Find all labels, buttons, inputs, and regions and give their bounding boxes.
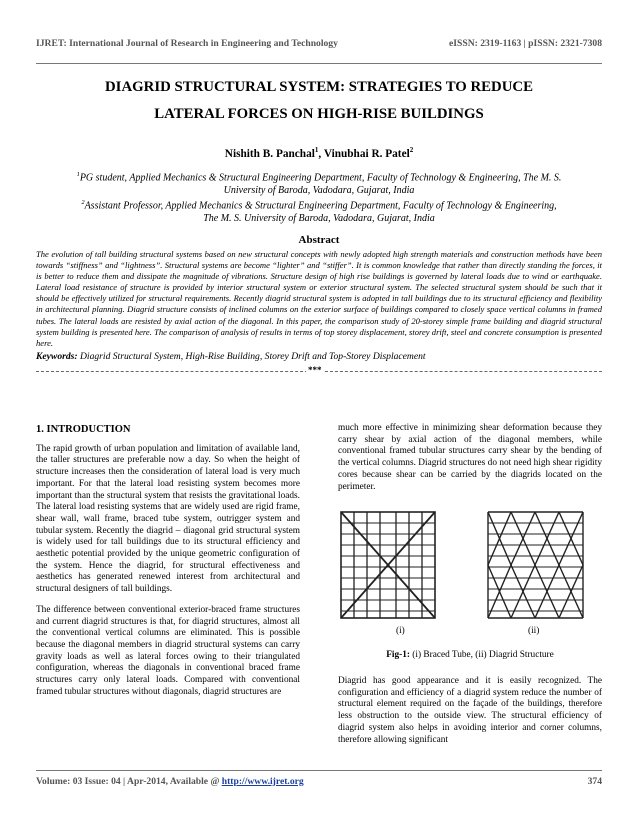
footer-rule xyxy=(36,770,602,771)
left-column xyxy=(36,424,300,707)
diagrid-diagonal xyxy=(488,512,511,618)
page-footer xyxy=(36,776,602,787)
section-separator xyxy=(36,365,602,382)
footer-volume-text: Volume: 03 Issue: 04 | Apr-2014, Available @ xyxy=(36,776,222,787)
separator-mark: *** xyxy=(308,365,322,375)
diagrid-diagonal xyxy=(511,512,535,618)
affiliation-2-mark: 2 xyxy=(81,199,85,206)
footer-volume xyxy=(36,776,304,787)
figure-1 xyxy=(338,509,602,669)
author-2-mark: 2 xyxy=(409,146,414,154)
intro-paragraph-3: much more effective in minimizing shear deformation because they carry shear by axial action of the diagonal members, while conventional framed tubular structures carry shear by the bending of the vertical columns. Diagrid structures do not need high shear rigidity cores because shear can be carried by the diagrids located on the perimeter. xyxy=(338,423,602,492)
diagrid-diagonal xyxy=(511,512,535,618)
title-line-1: DIAGRID STRUCTURAL SYSTEM: STRATEGIES TO REDUCE xyxy=(105,79,533,95)
affiliation-1-mark: 1 xyxy=(76,171,80,178)
figure-label-ii: (ii) xyxy=(528,626,540,636)
introduction-heading: 1. INTRODUCTION xyxy=(36,424,131,435)
figure-1-drawing xyxy=(338,509,602,621)
diagrid-diagonal xyxy=(559,512,583,618)
figure-caption-label: Fig-1: xyxy=(386,650,410,660)
affiliation-2-line-2: The M. S. University of Baroda, Vadodara, Gujarat, India xyxy=(203,213,435,225)
header-rule xyxy=(36,63,602,64)
right-column-lower xyxy=(338,676,602,746)
affiliation-1-line-2: University of Baroda, Vadodara, Gujarat, India xyxy=(223,185,415,197)
intro-paragraph-1: The rapid growth of urban population and limitation of available land, the taller structures are preferable now a day. So when the height of structure increases then the consideration of lateral load is very much important. For that the lateral load resisting system becomes more important than the structural system that resists the gravitational loads. The lateral load resisting systems that are widely used are rigid frame, shear wall, wall frame, braced tube system, outrigger system and tubular system. Recently the diagrid – diagonal grid structural system is widely used for tall buildings due to its structural efficiency and aesthetic potential provided by the unique geometric configuration of the system. Hence the diagrid, for structural effectiveness and aesthetics has generated renewed interest from architectural and structural designers of tall buildings. xyxy=(36,443,300,595)
abstract-text: The evolution of tall building structural systems based on new structural concepts with newly adopted high strength materials and construction methods have been towards “stiffness” and “lightness”. Structural systems are become “lighter” and “stiffer”. It is common knowledge that rather than directly standing the forces, it is better to reduce them and dissipate the magnitude of vibrations. Structure design of high rise buildings is governed by lateral loads due to wind or earthquake. Lateral load resistance of structure is provided by interior structural system or exterior structural system. The selected structural system should be such that it should be effectively utilized for structural requirements. Recently diagrid structural system is adopted in tall buildings due to its structural efficiency and flexibility in architectural planning. Diagrid structure consists of inclined columns on the exterior surface of buildings compared to closely space vertical columns in framed tubes. The lateral loads are resisted by axial action of the diagonal. In this paper, the comparison study of 20-storey simple frame building and diagrid structural system building is presented here. The comparison of analysis of results in terms of top storey displacement, storey drift, steel and concrete consumption is presented here. xyxy=(36,249,602,348)
figure-caption xyxy=(338,650,602,660)
diagrid-diagonal xyxy=(535,512,559,618)
intro-paragraph-4: Diagrid has good appearance and it is easily recognized. The configuration and efficiency of a diagrid system reduce the number of structural element required on the façade of the buildings, therefore less obstruction to the outside view. The structural efficiency of diagrid system also helps in avoiding interior and corner columns, therefore allowing significant xyxy=(338,676,602,745)
author-list xyxy=(36,146,602,160)
author-1-mark: 1 xyxy=(314,146,319,154)
journal-link[interactable]: http://www.ijret.org xyxy=(221,776,304,787)
paper-title xyxy=(36,74,602,128)
author-2: Vinubhai R. Patel xyxy=(323,147,410,160)
diagrid-drawing xyxy=(488,512,583,618)
figure-label-i: (i) xyxy=(396,626,405,636)
author-1: Nishith B. Panchal xyxy=(224,147,315,160)
affiliation-1 xyxy=(40,168,598,197)
braced-tube-drawing xyxy=(341,512,435,618)
intro-paragraph-2: The difference between conventional exterior-braced frame structures and current diagrid structures is that, for diagrid structures, almost all the conventional vertical columns are eliminated. This is possible because the diagonal members in diagrid structural systems can carry gravity loads as well as lateral forces owing to their triangulated configuration, whereas the diagonals in conventional braced frame structures carry only lateral loads. Compared with conventional framed tubular structures without diagonals, diagrid structures are xyxy=(36,604,300,697)
keywords-text: Diagrid Structural System, High-Rise Building, Storey Drift and Top-Storey Displacement xyxy=(77,351,426,362)
diagrid-diagonal xyxy=(535,512,559,618)
author-separator: , xyxy=(318,147,324,160)
affiliation-2 xyxy=(40,196,598,225)
journal-name: IJRET: International Journal of Research in Engineering and Technology xyxy=(36,38,338,49)
right-column xyxy=(338,423,602,502)
affiliation-1-line-1: PG student, Applied Mechanics & Structural Engineering Department, Faculty of Technology & Engineering, The M. S. xyxy=(79,172,562,184)
page-number: 374 xyxy=(587,776,602,787)
title-line-2: LATERAL FORCES ON HIGH-RISE BUILDINGS xyxy=(154,106,484,122)
keywords xyxy=(36,351,602,362)
affiliation-2-line-1: Assistant Professor, Applied Mechanics & Structural Engineering Department, Faculty of Technology & Engineering, xyxy=(84,200,557,212)
figure-caption-text: (i) Braced Tube, (ii) Diagrid Structure xyxy=(409,650,554,660)
issn: eISSN: 2319-1163 | pISSN: 2321-7308 xyxy=(449,38,602,49)
running-header xyxy=(36,38,602,49)
abstract-heading: Abstract xyxy=(298,234,340,246)
diagrid-diagonal xyxy=(559,512,583,618)
keywords-label: Keywords: xyxy=(36,351,78,362)
diagrid-diagonal xyxy=(488,512,511,618)
